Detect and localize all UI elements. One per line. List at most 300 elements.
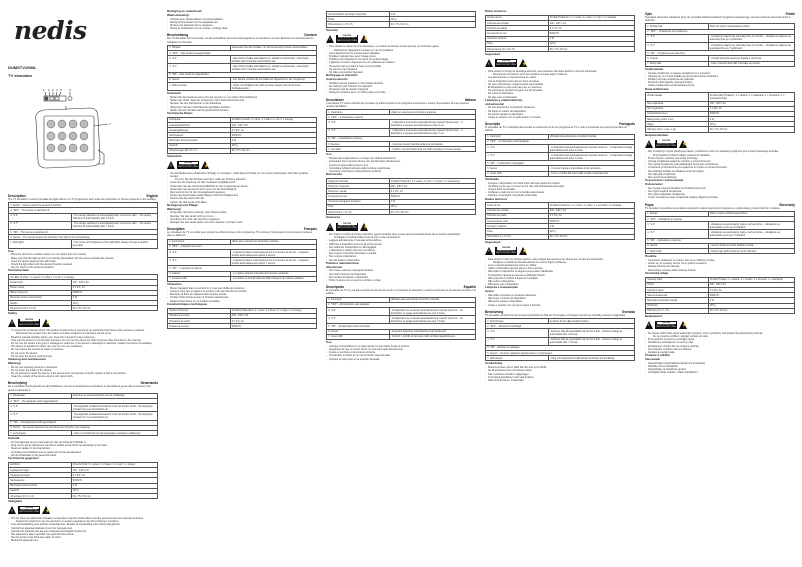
column-5 [645,10,795,560]
warning-heading: Warnung! [167,206,181,211]
tech-heading: Technische gegevens [8,456,39,460]
table-cell: 2. "OFF" – O dispositivo está desligado. [486,139,635,144]
list-item: - Stellen Sie das Gerät an einem Ort auf, an dem es von außen nicht sichtbar ist. [167,96,317,99]
list-item: - Aby zmniejszyć ryzyko porażenia prądem, produkt ten może być otwierany wyłącznie przez autoryzowanego technika. [645,150,795,153]
section-italiano [326,98,476,283]
table-cell: Wymiary (szer. x wys. x gł.) [646,127,709,132]
table-cell: Consommation électrique maximale [327,12,390,17]
warning-heading: Waarschuwing! [167,12,190,17]
table-cell: 2 W [389,199,475,204]
list-item: - Leia o manual atentamente antes de utilizar. [485,264,635,267]
table-row [168,64,317,72]
list-item: - Probeer het apparaat niet te repareren. [167,24,317,27]
table-cell: 115 g [708,122,794,127]
table-cell: 2. "OFF" – Il dispositivo è spento. [327,115,476,120]
tech-heading: Datos técnicos [485,10,507,13]
table-cell: Netzfrequenz [168,133,231,138]
table-cell: 6. Sensor – The sensor detects the intensity of the light in the surroundings. [9,235,158,240]
warning-heading: Varovanie! [645,356,661,361]
table-row [327,128,476,136]
lightning-triangle-icon: ⚡ [679,140,687,148]
table-row [327,210,476,215]
table-cell: - Färg och ljusstyrka för LED-lamporna ändras slumpmässigt. [548,356,634,361]
table-cell: - O dispositivo liga automaticamente quando escurece. - O dispositivo desliga automaticamente após 7 horas. [548,153,634,161]
warning-triangle-icon: ! [326,35,334,43]
list-item: - Do not expose the product to water or moisture. [8,348,158,351]
table-cell: Gewicht [168,143,231,148]
safety-list [645,332,795,354]
use-list [167,96,317,112]
list-item: - Desligue o produto da tomada elétrica se ocorrer algum problema. [485,261,635,264]
table-cell: Lichtquelle [168,117,231,122]
language-label: Italiano [464,97,476,102]
table-cell: 50/60 Hz [230,324,316,329]
table-cell: - Der Sensor ermittelt die Intensität des Tageslichts in der Umgebung. [230,77,316,82]
use-list [326,345,476,361]
table-cell: 50/60 Hz [389,194,475,199]
list-item: - Não limpe o interior do dispositivo. [485,297,635,300]
lightning-triangle-icon: ⚡ [360,35,368,43]
section-english [8,194,158,378]
function-table [8,202,158,248]
table-cell: 5. "ON" – Das Gerät ist eingeschaltet. [168,72,317,77]
table-cell: - La couleur et la luminosité des LED changent de manière aléatoire. [230,276,316,281]
list-item: - Lees de handleiding voor gebruik zorgvuldig door. Bewaar de handleiding voor toekomstig gebruik. [8,523,158,526]
list-item: - Placez l'appareil dans un endroit où il n'est pas visible de l'extérieur. [167,287,317,290]
table-cell: 90 x 75 x 52 mm [548,46,634,51]
section-polski [645,12,795,200]
warning-triangle-icon: ! [8,506,16,514]
warning-triangle-icon: ! [167,161,175,169]
list-item: - Zet de schakelaar op de gewenste stand. [8,454,158,457]
use-list [8,441,158,457]
table-cell: 4. "4-7" [168,64,231,72]
tech-table [326,178,476,215]
table-cell: 10 LED (5 blanches / 1 x verte / 1 x bleue / 1 x rouge / 1 x orange) [230,308,316,313]
table-cell: 6 V CC, 1A [548,213,634,218]
table-cell: Gewicht [9,488,72,493]
list-item: - Se till att ljussensorn inte belyses direkt. [485,369,635,372]
tech-heading: Technische Daten [167,110,193,115]
list-item: - Ustaw przełącznik w preferowanej pozycji. [645,84,795,87]
section-portugues [485,122,635,307]
list-item: - Nie czyść wnętrza urządzenia. [645,190,795,193]
maintenance-heading: Limpeza e manutenção [485,285,519,290]
table-cell: Consumo energetico massimo [327,199,390,204]
table-cell: Utilisé pour sélectionner la fonction préférée. [230,239,316,244]
use-heading: Utilisation [167,282,182,286]
list-item: - Limpe o exterior com um pano macio e húmido. [485,304,635,307]
list-item: - No use disolventes ni productos abrasivos. [485,106,635,109]
language-label: Português [619,122,635,127]
description-heading: Descrição [485,122,501,127]
table-cell: - L'appareil s'allume automatiquement à la tombée de la nuit. - L'appareil s'éteint automatiquement après 7 heures. [230,258,316,266]
table-cell: 6 V DC, 1A [708,287,794,292]
use-heading: Utilização [485,176,500,181]
warning-heading: Attenzione! [326,264,343,269]
list-item: - Nie używaj rozpuszczalników ani środków ściernych. [645,187,795,190]
table-cell: Frequência de rede [486,219,549,224]
section-nederlands-cont [167,10,317,30]
list-item: - Sätt i enhetens kontakt i vägguttaget. [485,373,635,376]
list-item: - Nepokúšajte sa zariadenie opraviť. [645,368,795,371]
table-cell: Svetelný zdroj [646,277,709,282]
function-table [485,318,635,361]
table-cell: Fréquence secteur [168,324,231,329]
section-nederlands [8,381,158,542]
list-item: - Ne nettoyez pas l'intérieur de l'appareil. [326,85,476,88]
table-cell: Poids [327,17,390,22]
table-row [327,316,476,324]
list-item: - Verifique o efeito de luz com a função selecionada. [485,191,635,194]
table-row [327,334,476,339]
list-item: - Vérifiez l'effet lumineux avec la fonction sélectionnée. [167,296,317,299]
function-table [167,45,317,91]
table-cell: 4. "4-7" [646,230,709,238]
list-item: - Skontrolujte svetelný efekt zvolenej funkcie. [645,269,795,272]
table-cell: Weight [9,301,72,306]
list-item: - Disconnect the product from the mains and other equipment if a problem should occur. [8,332,158,335]
table-cell: 7. Diody LED [646,61,709,66]
table-row [9,412,158,420]
table-cell: 2. "OFF" – L'appareil est éteint. [168,244,317,249]
table-cell: 115 g [708,303,794,308]
table-row [486,171,635,176]
function-table [645,23,795,66]
list-item: - Ak sa vyskytne problém, odpojte výrobok od siete. [645,335,795,338]
caution-label-icon: CAUTION RISK OF ELECTRIC SHOCK DO NOT OPEN [656,321,676,328]
section-deutsch [167,33,317,224]
table-cell: 7. Luci LED [327,147,390,152]
table-row [646,61,795,66]
maintenance-list [326,269,476,282]
table-cell: 2 W [708,298,794,303]
description-heading: Beskrivning [485,309,504,314]
list-item: - Non usare solventi o detergenti abrasivi. [326,269,476,272]
list-item: - Set the switch to the preferred position. [8,266,158,269]
table-cell: 100 - 240 V CA [548,20,634,25]
table-cell: Lichtbron [9,462,72,467]
list-item: - Gebruik het apparaat niet als een onderdeel beschadigd of defect is. [8,530,158,533]
table-cell: 10 LED (5 brancos / 1 x verde / 1 x azul / 1 x vermelho / 1 x laranja) [548,203,634,208]
table-cell: 6. Capteur [168,271,231,276]
language-label: Deutsch [304,33,317,38]
table-cell: Mains frequency [9,290,72,295]
column-2 [167,10,317,560]
list-item: - No cubra el dispositivo. [485,92,635,95]
table-cell: Peso [327,204,390,209]
warning-triangle-icon: ! [485,59,493,67]
table-cell: Źródło światła [646,93,709,101]
list-item: - Do not use the device if any part is damaged or defective. If the device is damaged or defective, replace the device immediately. [8,342,158,345]
list-item: - Lesen Sie die Anleitung vor dem Gebrauch sorgfältig durch. [167,181,317,184]
list-item: - Do not drop the device. Avoid bumps. [8,355,158,358]
list-item: - Impostare l'interruttore sulla posizione preferita. [326,170,476,173]
table-cell: 6. Sensore [327,141,390,146]
list-item: - Nevystavujte výrobok vode ani vlhkosti. [645,348,795,351]
list-item: - No intente reparar el dispositivo. [485,113,635,116]
list-item: - Upewnij się, że czujnik światła nie jest bezpośrednio oświetlony. [645,75,795,78]
table-cell: Výstupný výkon [646,287,709,292]
table-cell: 4. "4-7" [646,42,709,50]
table-cell: 90 x 75 x 52 mm [389,210,475,215]
table-cell: 90 x 75 x 52 mm [708,127,794,132]
warning-heading: Ostrzeżenie! [645,182,663,187]
list-item: - N'utilisez l'appareil que pour l'usage prévu. [326,55,476,58]
table-cell: 1. Strömbrytare [486,319,549,324]
safety-heading: Segurança [485,239,501,244]
table-cell: 115 g [389,204,475,209]
table-cell: 4. "4-7" [9,221,72,229]
list-item: - Nie upuszczaj urządzenia. [645,176,795,179]
list-item: - Kontrollera ljuseffekten med vald funktion. [485,376,635,379]
table-cell: - El dispositivo se enciende automáticamente cuando oscurece. - El dispositivo se apaga automáticamente tras 4 horas. [389,308,475,316]
table-cell: - Il dispositivo si accende automaticamente quando diventa buio. - Il dispositivo si spegne automaticamente dopo 7 ore. [389,128,475,136]
table-cell: 3. "4-2" [486,144,549,152]
table-cell: 1. Switch – Used to select the preferred function. [9,203,158,208]
list-item: - The device is suitable for indoor use only. Do not use it outdoors. [8,345,158,348]
maintenance-list [645,187,795,200]
list-item: - Verwenden Sie das Gerät ausschließlich für den vorgesehenen Zweck. [167,185,317,188]
table-cell: - Senzor zisťuje intenzitu okolitého svetla. [708,243,794,248]
table-cell: 100 - 240 V AC [708,282,794,287]
table-cell: - Zariadenie sa automaticky zapne, keď sa zotmie. - Zariadenie sa automaticky vypne po 7 hodinách. [708,230,794,238]
list-item: - No limpie el interior del dispositivo. [485,110,635,113]
list-item: - Verwenden Sie keine Lösungs- oder Scheuermittel. [167,211,317,214]
table-cell: - O sensor deteta a intensidade da luz ambiente. [548,166,634,171]
list-item: - Verwenden Sie das Gerät nicht, wenn ein Teil beschädigt ist. [167,188,317,191]
maintenance-list [485,106,635,119]
maintenance-heading: Czyszczenie i konserwacja [645,178,684,183]
table-row [486,329,635,337]
use-heading: Use [8,248,14,253]
list-item: - Umieść urządzenie w miejscu niewidocznym z zewnątrz. [645,72,795,75]
tech-table-cont [326,11,476,28]
safety-list [485,70,635,99]
list-item: - Steek de stekker in het stopcontact. [8,447,158,450]
table-cell: 7. LED svetlá [646,249,709,254]
table-cell: 50/60 Hz [71,478,157,483]
lightning-triangle-icon: ⚡ [679,321,687,329]
table-row [327,120,476,128]
caution-label-icon: CAUTION RISK OF ELECTRIC SHOCK DO NOT OPEN [337,222,357,230]
list-item: - Compruebe el efecto de luz de la función seleccionada. [326,354,476,357]
table-cell: 50/60 Hz [548,31,634,36]
lightning-triangle-icon: ⚡ [201,161,209,169]
column-3 [326,10,476,560]
tech-table [485,15,635,52]
list-item: - Coloque el interruptor en la posición deseada. [326,358,476,361]
list-item: - Stecken Sie den Netzstecker in die Steckdose. [167,102,317,105]
list-item: - Certifique-se de que o sensor de luz não está diretamente iluminado. [485,185,635,188]
list-item: - Reinig de buitenkant met een zachte, vochtige doek. [167,27,317,30]
table-cell: 50/60 Hz [71,290,157,295]
list-item: - Versuchen Sie nicht, das Gerät zu reparieren. [167,218,317,221]
list-item: - Urządzenie przeznaczone jest wyłącznie do użytku w pomieszczeniach. [645,166,795,169]
table-cell: 1. Interruptor [486,134,549,139]
language-label: Nederlands [140,381,158,386]
list-item: - Não cubra o dispositivo. [485,280,635,283]
table-cell: Rozmery (Š x V x H) [646,308,709,313]
table-row [327,22,476,27]
list-item: - Stel het product niet bloot aan water of vocht. [8,536,158,539]
safety-symbols [8,318,158,327]
table-cell: - Farba a jas LED svetiel sa menia náhodne. [708,249,794,254]
table-cell: 5. "ON" – Urządzenie jest włączone. [646,51,795,56]
table-cell: Waga [646,122,709,127]
table-cell: 1. Spínač [646,211,709,216]
use-heading: Uso [326,339,332,344]
table-cell: 10 diod LED (5 białych / 1 x zielona / 1 x niebieska / 1 x czerwona / 1 x pomarańczowa) [708,93,794,101]
lightning-triangle-icon: ⚡ [360,223,368,231]
table-cell: 1. Schakelaar [9,393,72,398]
table-cell: Potenza in ingresso [327,184,390,189]
maintenance-heading: Cleaning and maintenance [8,357,47,362]
table-cell: Potencia de salida [486,26,549,31]
table-cell: Leistungsaufnahme [168,122,231,127]
list-item: - Do not use cleaning solvents or abrasives. [8,366,158,369]
table-cell: 6 V DC, 1A [708,106,794,111]
safety-list [167,172,317,204]
list-item: - Zariadenie používajte len na určený účel. [645,341,795,344]
intro-text: Il simulatore TV viene utilizzato per simulare gli effetti luminosi di un programma televisivo e creare l'impressione di una presenza umana nell'edificio. [326,101,469,108]
list-item: - N'utilisez pas l'appareil si une pièce est endommagée. [326,58,476,61]
svg-text:5: 5 [60,88,62,92]
table-cell: - Enheten slås på automatiskt när det blir mörkt. - Enheten stängs av automatiskt efter 7 timmar. [548,337,634,345]
table-cell: Source lumineuse [168,308,231,313]
language-label: Slovensky [779,202,795,207]
maintenance-list [167,211,317,224]
language-label: Español [463,285,476,290]
table-cell: 90 x 75 x 52 mm [708,308,794,313]
list-item: - Trennen Sie das Produkt vom Netz, sollte ein Problem auftreten. [167,178,317,181]
table-cell: 7. Luces LED [327,334,390,339]
table-cell: Power output [9,285,72,290]
list-item: - Ak chcete znížiť riziko úrazu elektrickým prúdom, tento výrobok by mal otvárať iba autorizovaný technik. [645,332,795,335]
table-row [168,148,317,153]
tech-table [485,202,635,239]
safety-list [8,517,158,543]
safety-heading: Sécurité [326,27,338,32]
maintenance-list [8,366,158,379]
safety-list [326,233,476,262]
list-item: - Place the device in a location where it is not visible from the outside. [8,253,158,256]
table-cell: 10 LED (5 blancos / 1 x verde / 1 x azul / 1 x rojo / 1 x naranja) [548,15,634,20]
table-row [486,153,635,161]
table-cell: 2 W [548,224,634,229]
warning-heading: Warning! [8,360,21,365]
tv-simulator-drawing-icon [18,88,118,188]
use-list [485,182,635,198]
table-cell: 4. "4-7" [327,128,390,136]
table-cell: 3. "4-2" [9,404,72,412]
list-item: - Não deixe cair o dispositivo. [485,283,635,286]
safety-list [8,329,158,358]
table-cell: 2. "OFF" – Enheten är avstängd. [486,324,635,329]
list-item: - Placera enheten på en plats där den inte syns utifrån. [485,366,635,369]
list-item: - Zariadenie nezakrývajte. [645,351,795,354]
list-item: - Reinigen Sie das Gerät außen mit einem weichen, feuchten Tuch. [167,221,317,224]
table-cell: 3. "4-2" [486,329,549,337]
table-row [168,258,317,266]
table-cell: 90 x 75 x 52 mm [71,306,157,311]
table-cell: - Het apparaat schakelt automatisch in als het donker wordt. - Het apparaat schakelt na 4 uur automatisch uit. [71,404,157,412]
tech-heading: Dados técnicos [485,196,508,201]
list-item: - Nie zakrywaj urządzenia. [645,173,795,176]
list-item: - Om het risico op elektrische schokken te beperken mag dit product alleen worden geopend door een erkende technicus. [8,517,158,520]
caution-label-icon: CAUTION RISK OF ELECTRIC SHOCK DO NOT OPEN [19,319,39,326]
table-cell: 3. "4-2" [646,222,709,230]
table-cell: - Het apparaat schakelt automatisch in als het donker wordt. - Het apparaat schakelt na 7 uur automatisch uit. [71,412,157,420]
list-item: - Scollegare il prodotto dalla presa di rete in caso di problemi. [326,236,476,239]
list-item: - Controleer het lichteffect met de gewenste functie geselecteerd. [8,451,158,454]
safety-symbols [326,222,476,231]
svg-text:2: 2 [48,88,50,92]
table-cell: 115 g [71,488,157,493]
table-cell: 6 V DC, 1A [71,473,157,478]
svg-text:7: 7 [109,122,111,126]
table-cell: 5. "ON" – The device is switched on. [9,229,158,234]
table-cell: 100 - 240 V CA [389,184,475,189]
table-row [9,493,158,498]
description-heading: Opis [645,12,653,16]
table-cell: Verwenden Sie den Schalter, um die bevorzugte Funktion auszuwählen. [230,45,316,50]
intro-text: Der TV-Simulator wird verwendet, um die Lichteffekte eines Fernsehprogramms zu simulieren und den Eindruck von Anwesenheit im Gebäude zu erwecken. [167,37,314,44]
description-heading: Descrizione [326,97,344,102]
list-item: - Non pulire l'interno del dispositivo. [326,273,476,276]
table-row [646,42,795,50]
warning-triangle-icon: ! [326,223,334,231]
table-cell: 115 g [389,17,475,22]
list-item: - Stellen Sie den Schalter auf die gewünschte Position. [167,109,317,112]
list-item: - Stellen Sie sicher, dass der Lichtsensor nicht direkt beleuchtet wird. [167,99,317,102]
list-item: - Asegúrese de que el sensor de luz no esté iluminado directamente. [326,348,476,351]
table-cell: 6. Sensor [168,77,231,82]
table-cell: 100 - 240 V AC [230,122,316,127]
table-cell: 10 LEDs (5 weiß / 1 x grün / 1 x blau / 1 x rot / 1 x orange) [230,117,316,122]
use-list [167,287,317,303]
table-cell: Potenza in uscita [327,189,390,194]
safety-heading: Bezpečnosť [645,313,663,318]
warning-triangle-icon: ! [645,140,653,148]
table-cell: - Il colore e la luminosità delle luci LED cambiano in modo casuale. [389,147,475,152]
table-cell: 1. Interruttore [327,110,390,115]
section-francais [167,227,317,329]
table-cell: 7. Lumières LED [168,276,231,281]
table-cell: Maximálna spotreba energie [646,298,709,303]
function-table [645,211,795,254]
function-table [167,239,317,282]
list-item: - Vonkajšok čistite mäkkou, vlhkou handričkou. [645,371,795,374]
list-item: - O dispositivo destina-se apenas a utilização interior. [485,274,635,277]
safety-symbols [167,161,317,170]
intro-text: O simulador de TV é utilizado para simular os efeitos de luz de um programa de TV e criar a impressão de presença humana no edifício. [485,126,627,133]
table-cell: 3. "4-2" [9,213,72,221]
table-cell: 2 W [708,117,794,122]
table-cell: 115 g [548,229,634,234]
list-item: - Coloque el dispositivo en un lugar donde no sea visible desde el exterior. [326,345,476,348]
intro-text: Symulator obecności telewizora służy do symulacji efektów świetlnych programu telewizyjnego, tworząc wrażenie obecności ludzi w budynku. [645,16,791,23]
use-heading: Uso [326,152,332,157]
table-row [168,250,317,258]
intro-text: Le simulateur de TV est utilisé pour simuler les effets lumineux d'un programme TV et donner l'impression d'une présence humaine dans le bâtiment. [167,231,312,238]
list-item: - Limpie el exterior con un paño suave y húmedo. [485,116,635,119]
table-cell: 2. "OFF" – Het apparaat wordt uitgeschakeld. [9,399,158,404]
intro-text: The TV simulator is used to simulate the light effects of a TV programme and create the impression of human presence in the building. [8,198,157,201]
list-item: - Branchez la fiche de l'appareil dans la prise murale. [167,293,317,296]
list-item: - Leggere attentamente il manuale prima dell'uso. [326,239,476,242]
table-cell: - L'appareil s'allume automatiquement à la tombée de la nuit. - L'appareil s'éteint automatiquement après 4 heures. [230,250,316,258]
